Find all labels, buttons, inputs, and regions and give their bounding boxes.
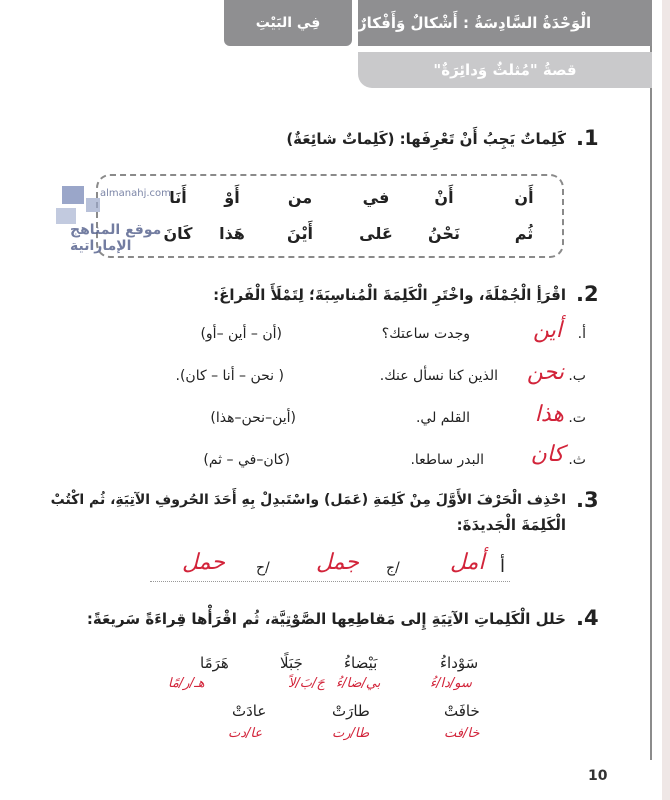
word: هَذا bbox=[219, 224, 245, 243]
q4-word: جَبَلًا bbox=[280, 654, 303, 672]
q2-item-letter: أ. bbox=[577, 326, 586, 342]
word: عَلى bbox=[359, 224, 393, 243]
q2-item-letter: ب. bbox=[568, 368, 586, 384]
unit-title-bar: الْوَحْدَةُ السَّادِسَةُ : أَشْكالٌ وَأَفْكارٌ bbox=[358, 0, 652, 46]
q3-answer: أمل bbox=[450, 550, 485, 575]
q2-item-answer: أين bbox=[533, 318, 562, 343]
q2-item-options: (كان–في – ثم) bbox=[203, 452, 290, 468]
q4-answer: خا/فت bbox=[444, 726, 480, 741]
q4-word: بَيْضاءُ bbox=[344, 654, 378, 672]
word: نَحْنُ bbox=[428, 224, 460, 243]
q3-letter: أ bbox=[500, 556, 506, 577]
q4-word: هَرَمًا bbox=[200, 654, 229, 672]
page-number: 10 bbox=[588, 768, 608, 784]
q3-answer-line bbox=[150, 580, 510, 582]
q2-prompt: اقْرَأِ الْجُمْلَةَ، واخْتَرِ الْكَلِمَةَ الْمُناسِبَةَ؛ لِتَمْلَأَ الْفَراغَ: bbox=[213, 286, 566, 304]
word: من bbox=[287, 188, 313, 207]
q2-item-letter: ت. bbox=[568, 410, 586, 426]
watermark-logo-icon bbox=[86, 198, 100, 212]
q2-item-options: (أين–نحن–هذا) bbox=[210, 410, 296, 426]
q2-item-options: (أن – أين –أو) bbox=[200, 326, 282, 342]
word: أَنْ bbox=[434, 188, 454, 207]
q4-answer: سو/دا/ءُ bbox=[430, 676, 472, 691]
word: أَيْنَ bbox=[287, 224, 313, 243]
q2-item-answer: كان bbox=[530, 442, 564, 467]
q4-word: عادَتْ bbox=[232, 702, 267, 720]
q3-prompt-line1: احْذِف الْحَرْفَ الأَوَّلَ مِنْ كَلِمَةِ (عَمَل) واسْتَبدِلْ بِهِ أَحَدَ الحُروفِ الآتِيَةِ، ثُم اكْتُبْ bbox=[50, 492, 566, 508]
site-watermark bbox=[56, 184, 171, 254]
q4-answer: بي/ضا/ءُ bbox=[336, 676, 381, 691]
watermark-logo-icon bbox=[62, 186, 84, 204]
watermark-site: almanahj.com bbox=[100, 188, 171, 199]
q3-letter: /ج bbox=[386, 560, 400, 576]
story-title-bar: قصةُ "مُثلثٌ وَدائِرَةٌ" bbox=[358, 52, 652, 88]
word: ثُم bbox=[514, 224, 534, 243]
q4-word: سَوْداءُ bbox=[440, 654, 479, 672]
q4-answer: هـ/ر/مًا bbox=[168, 676, 205, 691]
home-tab: فِي البَيْتِ bbox=[224, 0, 352, 46]
watermark-text: موقع المناهج الإماراتية bbox=[70, 222, 162, 254]
q2-item-letter: ث. bbox=[568, 452, 586, 468]
q1-number: .1 bbox=[576, 126, 599, 150]
q3-number: .3 bbox=[576, 488, 599, 512]
q2-item-answer: نحن bbox=[526, 360, 564, 385]
q3-letter: /ح bbox=[256, 560, 270, 576]
q3-answer: جمل bbox=[316, 550, 359, 575]
word: أَنَا bbox=[169, 188, 187, 207]
frame-line bbox=[650, 0, 652, 760]
q2-item-sentence: القلم لي. bbox=[415, 410, 470, 426]
q2-item-answer: هذا bbox=[534, 402, 564, 427]
q2-item-sentence: البدر ساطعا. bbox=[410, 452, 484, 468]
q4-prompt: حَلل الْكَلِماتِ الآتِيَةِ إِلى مَقاطِعِها الصَّوْتِيَّة، ثُم اقْرَأْها قِراءَةً سَريعَةً: bbox=[86, 610, 566, 628]
q4-answer: عا/دت bbox=[228, 726, 263, 741]
q4-answer: طا/رت bbox=[332, 726, 370, 741]
page-edge bbox=[662, 0, 670, 800]
word: في bbox=[362, 188, 390, 207]
q2-item-options: ( نحن – أنا – كان). bbox=[175, 368, 284, 384]
q1-prompt: كَلِماتٌ يَجِبُ أَنْ تَعْرِفَها: (كَلِماتٌ شائِعَةٌ) bbox=[286, 130, 566, 148]
q2-item-sentence: الذين كنا نسأل عنك. bbox=[379, 368, 498, 384]
word: كَانَ bbox=[163, 224, 193, 243]
word: أَوْ bbox=[224, 188, 240, 207]
q3-answer: حمل bbox=[182, 550, 225, 575]
word: أَن bbox=[514, 188, 534, 207]
q2-number: .2 bbox=[576, 282, 599, 306]
q4-number: .4 bbox=[576, 606, 599, 630]
q4-word: خافَتْ bbox=[444, 702, 480, 720]
q3-prompt-line2: الْكَلِمَةَ الْجَديدَةَ: bbox=[456, 516, 566, 534]
q4-answer: جَ/بَ/لاً bbox=[288, 676, 325, 691]
q2-item-sentence: وجدت ساعتك؟ bbox=[381, 326, 470, 342]
q4-word: طارَتْ bbox=[332, 702, 370, 720]
